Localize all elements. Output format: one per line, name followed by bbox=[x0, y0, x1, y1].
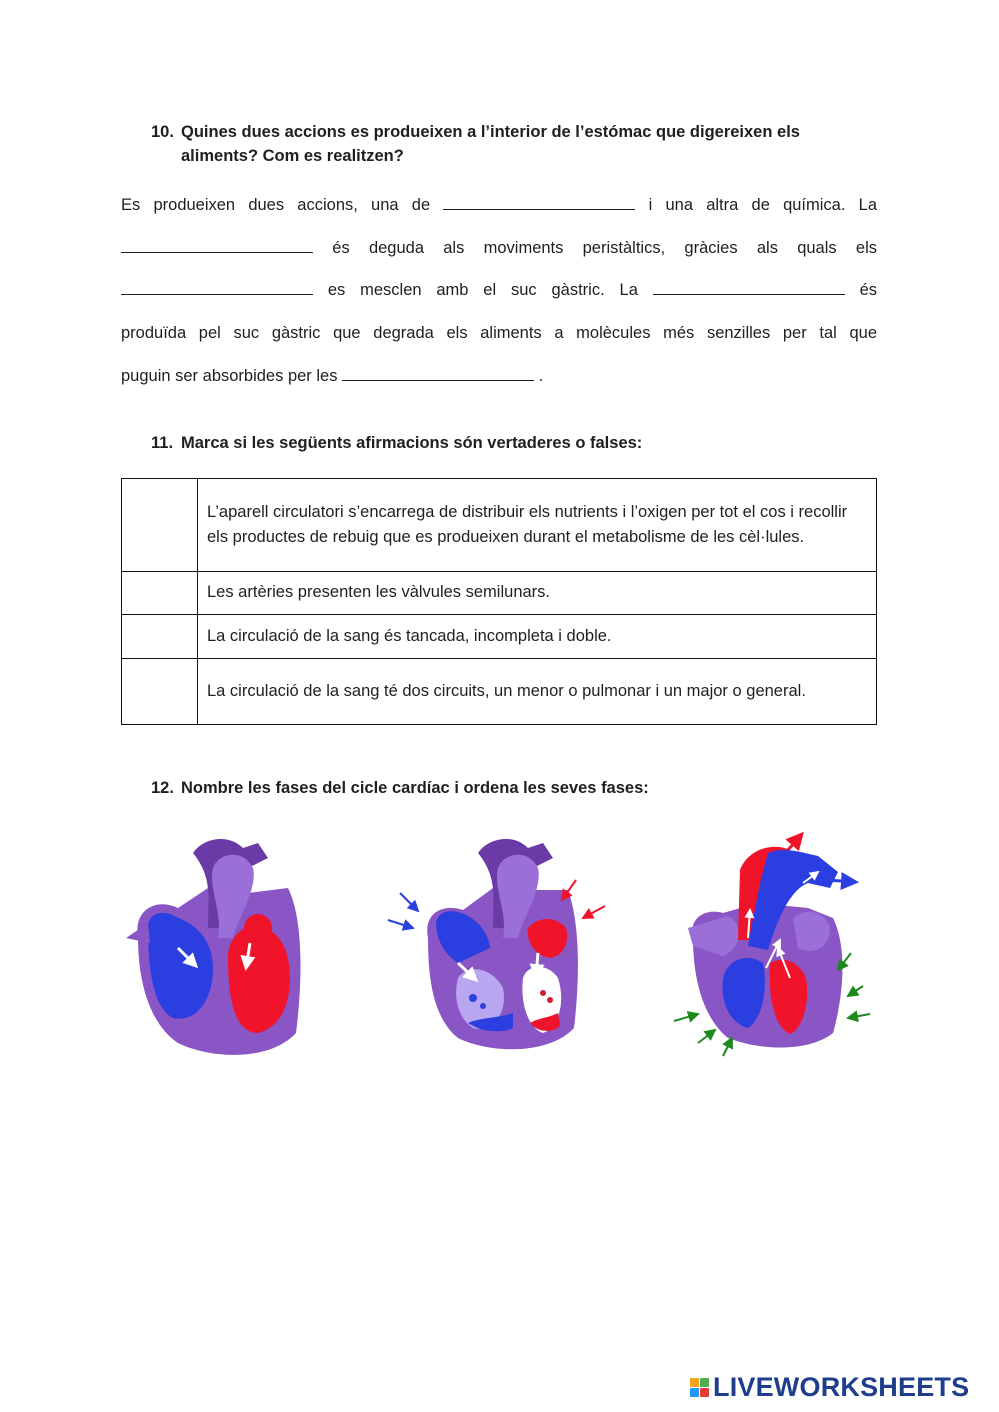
liveworksheets-logo bbox=[690, 1372, 969, 1402]
answer-text: és deguda als moviments peristàltics, gràcies als quals els bbox=[332, 239, 877, 257]
fill-blank-3[interactable] bbox=[121, 280, 313, 295]
true-false-table bbox=[121, 478, 877, 725]
question-title-line: Nombre les fases del cicle cardíac i ordena les seves fases: bbox=[181, 779, 649, 797]
statement-text: Les artèries presenten les vàlvules semilunars. bbox=[198, 572, 877, 615]
answer-text: i una altra de química. La bbox=[648, 196, 878, 214]
heart-atrial-systole-illustration bbox=[388, 839, 605, 1049]
fill-blank-4[interactable] bbox=[653, 280, 845, 295]
fill-blank-5[interactable] bbox=[342, 366, 534, 381]
cardiac-cycle-illustrations bbox=[118, 828, 888, 1068]
table-row bbox=[122, 572, 877, 615]
heart-diastole-illustration bbox=[126, 839, 301, 1055]
true-false-cell-3[interactable] bbox=[122, 615, 198, 659]
question-11-title bbox=[151, 431, 881, 455]
table-row bbox=[122, 479, 877, 572]
logo-text: LIVEWORKSHEETS bbox=[713, 1371, 970, 1402]
answer-line bbox=[121, 279, 877, 301]
table-row bbox=[122, 659, 877, 725]
answer-text: es mesclen amb el suc gàstric. La bbox=[327, 281, 638, 299]
logo-icon bbox=[690, 1378, 709, 1397]
statement-text: La circulació de la sang és tancada, incompleta i doble. bbox=[198, 615, 877, 659]
answer-line bbox=[121, 322, 877, 344]
answer-text: . bbox=[538, 367, 544, 385]
fill-blank-1[interactable] bbox=[443, 195, 635, 210]
statement-text: L’aparell circulatori s’encarrega de distribuir els nutrients i l’oxigen per tot el cos i recollir els productes de rebuig que es produeixen durant el metabolisme de les cèl·lules. bbox=[198, 479, 877, 572]
table-row bbox=[122, 615, 877, 659]
question-title-line: Marca si les següents afirmacions són vertaderes o falses: bbox=[181, 434, 643, 452]
question-title-line: Quines dues accions es produeixen a l’interior de l’estómac que digereixen els bbox=[181, 123, 800, 141]
question-number: 10. bbox=[151, 123, 174, 141]
statement-text: La circulació de la sang té dos circuits, un menor o pulmonar i un major o general. bbox=[198, 659, 877, 725]
question-number: 11. bbox=[151, 434, 174, 452]
fill-blank-2[interactable] bbox=[121, 238, 313, 253]
true-false-cell-1[interactable] bbox=[122, 479, 198, 572]
question-12-title bbox=[151, 776, 881, 800]
answer-line bbox=[121, 365, 877, 387]
question-number: 12. bbox=[151, 779, 174, 797]
answer-text: produïda pel suc gàstric que degrada els aliments a molècules més senzilles per tal que bbox=[121, 324, 877, 342]
answer-text: Es produeixen dues accions, una de bbox=[121, 196, 431, 214]
question-10-title bbox=[151, 120, 881, 168]
answer-line bbox=[121, 237, 877, 259]
answer-text: puguin ser absorbides per les bbox=[121, 367, 338, 385]
true-false-cell-4[interactable] bbox=[122, 659, 198, 725]
answer-line bbox=[121, 194, 877, 216]
answer-text: és bbox=[859, 281, 877, 299]
question-title-line: aliments? Com es realitzen? bbox=[181, 147, 404, 165]
true-false-cell-2[interactable] bbox=[122, 572, 198, 615]
heart-ventricular-systole-illustration bbox=[674, 834, 870, 1056]
